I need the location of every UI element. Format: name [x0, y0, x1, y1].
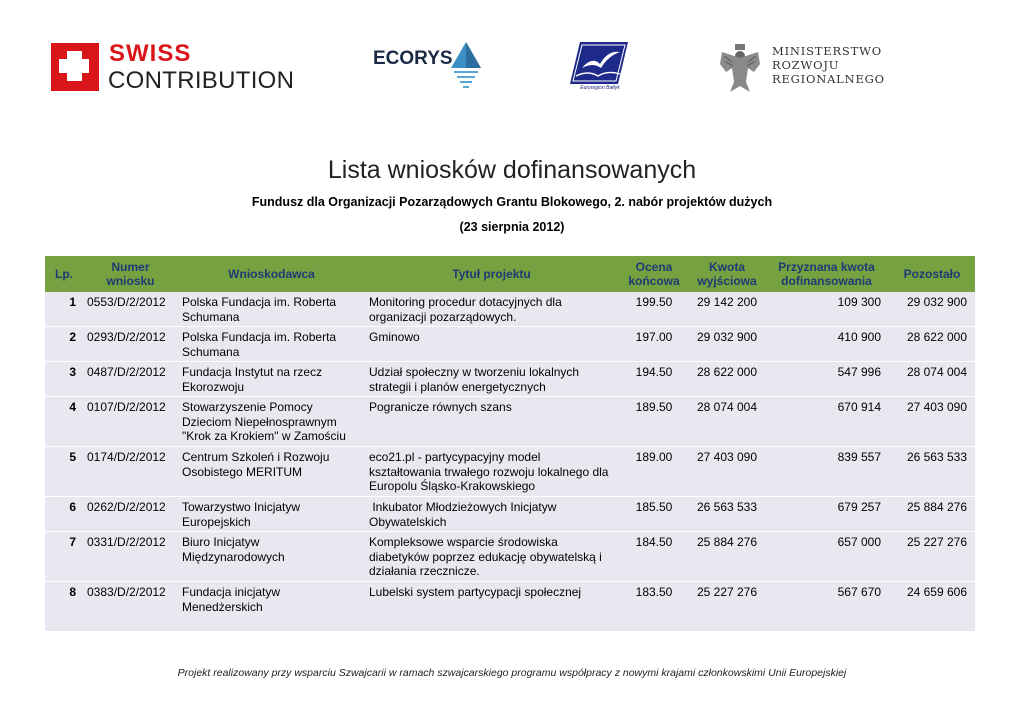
euroregion-caption: Euroregion Bałtyk: [580, 85, 620, 91]
cell-ocena: 189.50: [618, 397, 690, 447]
ministry-line: REGIONALNEGO: [772, 72, 885, 86]
ecorys-pyramid-icon: [451, 42, 481, 94]
cell-wnioskodawca: Fundacja Instytut na rzecz Ekorozwoju: [178, 362, 365, 397]
ministry-logo: [718, 42, 888, 94]
col-header-przyznana: Przyznana kwota dofinansowania: [764, 256, 889, 292]
cell-tytul: Kompleksowe wsparcie środowiska diabetyków poprzez edukację obywatelską i działania rzecznicze.: [365, 532, 618, 582]
swiss-logo-line2: CONTRIBUTION: [108, 67, 295, 94]
cell-pozostalo: 29 032 900: [889, 292, 975, 327]
cell-tytul: eco21.pl - partycypacyjny model kształtowania trwałego rozwoju lokalnego dla Europolu Śląsko-Krakowskiego: [365, 447, 618, 497]
cell-ocena: 194.50: [618, 362, 690, 397]
table-row: [45, 292, 975, 327]
table-row: [45, 362, 975, 397]
cell-przyznana: 670 914: [764, 397, 889, 447]
cell-wnioskodawca: Polska Fundacja im. Roberta Schumana: [178, 327, 365, 362]
euroregion-logo: [568, 40, 630, 92]
ecorys-logo: [373, 40, 483, 95]
cell-pozostalo: 27 403 090: [889, 397, 975, 447]
cell-pozostalo: 28 074 004: [889, 362, 975, 397]
cell-lp: 4: [45, 397, 83, 447]
cell-wnioskodawca: Fundacja inicjatyw Menedżerskich: [178, 582, 365, 632]
cell-numer: 0107/D/2/2012: [83, 397, 178, 447]
cell-kwota: 25 884 276: [690, 532, 764, 582]
cell-lp: 6: [45, 497, 83, 532]
ministry-line: ROZWOJU: [772, 58, 840, 72]
cell-numer: 0331/D/2/2012: [83, 532, 178, 582]
col-header-numer: Numer wniosku: [83, 256, 178, 292]
col-header-kwota: Kwota wyjściowa: [690, 256, 764, 292]
cell-ocena: 199.50: [618, 292, 690, 327]
cell-lp: 8: [45, 582, 83, 632]
cell-kwota: 26 563 533: [690, 497, 764, 532]
table-row: [45, 397, 975, 447]
cell-tytul: Gminowo: [365, 327, 618, 362]
cell-lp: 5: [45, 447, 83, 497]
cell-numer: 0553/D/2/2012: [83, 292, 178, 327]
cell-numer: 0487/D/2/2012: [83, 362, 178, 397]
cell-tytul: Lubelski system partycypacji społecznej: [365, 582, 618, 632]
cell-tytul: Pogranicze równych szans: [365, 397, 618, 447]
cell-pozostalo: 28 622 000: [889, 327, 975, 362]
polish-eagle-icon: [718, 42, 762, 94]
table-row: [45, 532, 975, 582]
cell-pozostalo: 25 227 276: [889, 532, 975, 582]
cell-wnioskodawca: Biuro Inicjatyw Międzynarodowych: [178, 532, 365, 582]
col-header-wnioskodawca: Wnioskodawca: [178, 256, 365, 292]
cell-przyznana: 410 900: [764, 327, 889, 362]
cell-tytul: Inkubator Młodzieżowych Inicjatyw Obywatelskich: [365, 497, 618, 532]
table-row: [45, 327, 975, 362]
page-subtitle: Fundusz dla Organizacji Pozarządowych Grantu Blokowego, 2. nabór projektów dużych: [251, 195, 773, 209]
cell-wnioskodawca: Polska Fundacja im. Roberta Schumana: [178, 292, 365, 327]
col-header-tytul: Tytuł projektu: [365, 256, 618, 292]
cell-przyznana: 109 300: [764, 292, 889, 327]
swiss-flag-icon: [51, 43, 99, 91]
swiss-logo-line1: SWISS: [109, 40, 192, 67]
cell-pozostalo: 24 659 606: [889, 582, 975, 632]
cell-przyznana: 657 000: [764, 532, 889, 582]
cell-przyznana: 679 257: [764, 497, 889, 532]
table-header-row: [45, 256, 975, 292]
ministry-line: MINISTERSTWO: [772, 44, 882, 58]
cell-numer: 0293/D/2/2012: [83, 327, 178, 362]
cell-numer: 0383/D/2/2012: [83, 582, 178, 632]
cell-wnioskodawca: Stowarzyszenie Pomocy Dzieciom Niepełnosprawnym "Krok za Krokiem" w Zamościu: [178, 397, 365, 447]
cell-kwota: 28 074 004: [690, 397, 764, 447]
cell-wnioskodawca: Towarzystwo Inicjatyw Europejskich: [178, 497, 365, 532]
table-row: [45, 582, 975, 632]
cell-tytul: Monitoring procedur dotacyjnych dla organizacji pozarządowych.: [365, 292, 618, 327]
cell-ocena: 189.00: [618, 447, 690, 497]
cell-przyznana: 547 996: [764, 362, 889, 397]
cell-wnioskodawca: Centrum Szkoleń i Rozwoju Osobistego MERITUM: [178, 447, 365, 497]
page-title: Lista wniosków dofinansowanych: [327, 156, 697, 184]
cell-kwota: 25 227 276: [690, 582, 764, 632]
document-date: (23 sierpnia 2012): [459, 220, 565, 234]
col-header-pozostalo: Pozostało: [889, 256, 975, 292]
cell-lp: 7: [45, 532, 83, 582]
cell-pozostalo: 25 884 276: [889, 497, 975, 532]
cell-lp: 1: [45, 292, 83, 327]
cell-ocena: 184.50: [618, 532, 690, 582]
cell-numer: 0262/D/2/2012: [83, 497, 178, 532]
cell-kwota: 29 142 200: [690, 292, 764, 327]
cell-ocena: 183.50: [618, 582, 690, 632]
col-header-lp: Lp.: [45, 256, 83, 292]
cell-tytul: Udział społeczny w tworzeniu lokalnych strategii i planów energetycznych: [365, 362, 618, 397]
table-row: [45, 497, 975, 532]
cell-lp: 3: [45, 362, 83, 397]
cell-kwota: 28 622 000: [690, 362, 764, 397]
swiss-contribution-logo: [51, 40, 295, 94]
grants-table: [45, 256, 975, 632]
logo-bar: [0, 0, 1024, 110]
seagull-badge-icon: [568, 40, 630, 86]
cell-lp: 2: [45, 327, 83, 362]
cell-kwota: 29 032 900: [690, 327, 764, 362]
cell-numer: 0174/D/2/2012: [83, 447, 178, 497]
cell-ocena: 197.00: [618, 327, 690, 362]
ministry-name: [772, 44, 885, 86]
cell-przyznana: 839 557: [764, 447, 889, 497]
cell-przyznana: 567 670: [764, 582, 889, 632]
col-header-ocena: Ocena końcowa: [618, 256, 690, 292]
cell-pozostalo: 26 563 533: [889, 447, 975, 497]
cell-ocena: 185.50: [618, 497, 690, 532]
table-row: [45, 447, 975, 497]
ecorys-wordmark: ECORYS: [373, 48, 453, 69]
page-footer: Projekt realizowany przy wsparciu Szwajcarii w ramach szwajcarskiego programu współpracy z nowymi krajami członkowskimi Unii Europejskiej: [177, 667, 847, 679]
cell-kwota: 27 403 090: [690, 447, 764, 497]
